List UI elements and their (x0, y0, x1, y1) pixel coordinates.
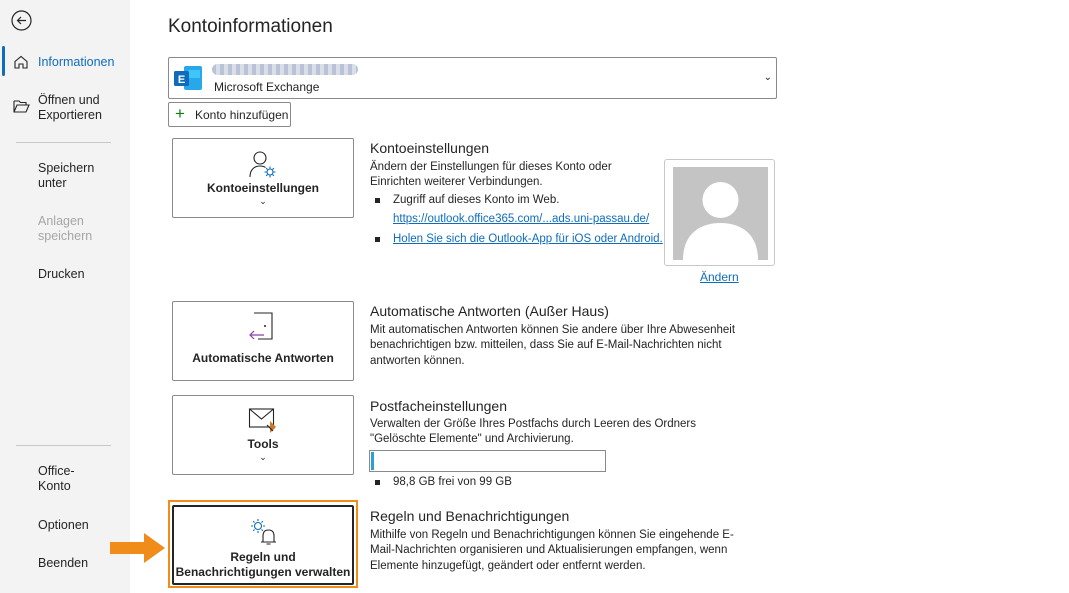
active-indicator (2, 46, 5, 76)
section-title-mailbox: Postfacheinstellungen (370, 398, 507, 414)
tile-label: Automatische Antworten (192, 351, 334, 365)
bullet (375, 480, 380, 485)
add-account-button[interactable] (168, 102, 291, 127)
person-placeholder-icon (673, 167, 768, 260)
section-description: Ändern der Einstellungen für dieses Konto oder Einrichten weiterer Verbindungen. (370, 161, 612, 189)
tile-label: Tools (247, 437, 279, 451)
folder-open-icon (13, 99, 30, 114)
account-selector[interactable] (168, 57, 777, 99)
home-icon (13, 54, 29, 70)
tile-label: Regeln und Benachrichtigungen verwalten (175, 550, 351, 579)
section-title-account-settings: Kontoeinstellungen (370, 140, 490, 156)
account-settings-button[interactable] (172, 138, 354, 218)
account-settings-icon (247, 149, 279, 181)
mailbox-cleanup-icon (248, 406, 278, 434)
section-description: Mithilfe von Regeln und Benachrichtigungen können Sie eingehende E-Mail-Nachrichten organisieren und Aktualisierungen empfangen, wenn Elemente hinzugefügt, geändert oder entfernt werden. (370, 529, 734, 572)
section-description: Mit automatischen Antworten können Sie andere über Ihre Abwesenheit benachrichtigen bzw. mitteilen, dass Sie auf E-Mail-Nachrichten nicht antworten können. (370, 324, 736, 367)
nav-item-beenden[interactable]: Beenden (38, 556, 89, 570)
outlook-web-link[interactable]: https://outlook.office365.com/...ads.uni-passau.de/ (393, 213, 650, 225)
outlook-app-link[interactable]: Holen Sie sich die Outlook-App für iOS oder Android. (393, 233, 663, 245)
avatar (673, 167, 768, 260)
page-title: Kontoinformationen (168, 16, 333, 37)
tile-label: Kontoeinstellungen (207, 181, 319, 195)
pointer-arrow-icon (110, 533, 166, 563)
bullet (375, 237, 380, 242)
nav-item-anlagen-speichern: Anlagen speichern (38, 214, 93, 243)
sidebar-separator (16, 445, 111, 446)
plus-icon: + (175, 104, 185, 123)
nav-item-optionen[interactable]: Optionen (38, 518, 89, 532)
auto-reply-icon (248, 311, 278, 343)
storage-progress-bar (369, 450, 606, 472)
back-arrow-icon[interactable] (11, 10, 32, 31)
nav-item-office-konto[interactable]: Office-Konto (38, 464, 75, 493)
nav-item-oeffnen-exportieren[interactable]: Öffnen und Exportieren (38, 93, 102, 122)
change-photo-link[interactable]: Ändern (700, 270, 739, 284)
profile-picture-frame (664, 159, 775, 266)
auto-reply-button[interactable] (172, 301, 354, 381)
sidebar-separator (16, 142, 111, 143)
section-title-rules: Regeln und Benachrichtigungen (370, 508, 570, 524)
account-email-redacted (212, 64, 358, 75)
svg-text:E: E (177, 74, 186, 86)
rules-alerts-icon (248, 516, 278, 546)
storage-text: 98,8 GB frei von 99 GB (393, 476, 512, 488)
account-type: Microsoft Exchange (214, 80, 320, 94)
chevron-down-icon[interactable]: ⌄ (763, 72, 772, 83)
bullet (375, 198, 380, 203)
nav-item-drucken[interactable]: Drucken (38, 267, 85, 281)
section-title-auto-reply: Automatische Antworten (Außer Haus) (370, 303, 609, 319)
nav-item-informationen[interactable]: Informationen (38, 55, 115, 69)
sidebar (0, 0, 130, 593)
bullet-text: Zugriff auf dieses Konto im Web. (393, 194, 560, 206)
section-description: Verwalten der Größe Ihres Postfachs durch Leeren des Ordners "Gelöschte Elemente" und Archivierung. (370, 418, 696, 446)
manage-rules-button[interactable] (172, 505, 354, 585)
exchange-logo-icon (172, 64, 204, 92)
nav-item-speichern-unter[interactable]: Speichern unter (38, 161, 95, 190)
add-account-label: Konto hinzufügen (195, 108, 289, 122)
tools-button[interactable] (172, 395, 354, 475)
chevron-down-icon: ⌄ (259, 452, 267, 462)
chevron-down-icon: ⌄ (259, 196, 267, 206)
storage-progress-fill (371, 452, 374, 470)
